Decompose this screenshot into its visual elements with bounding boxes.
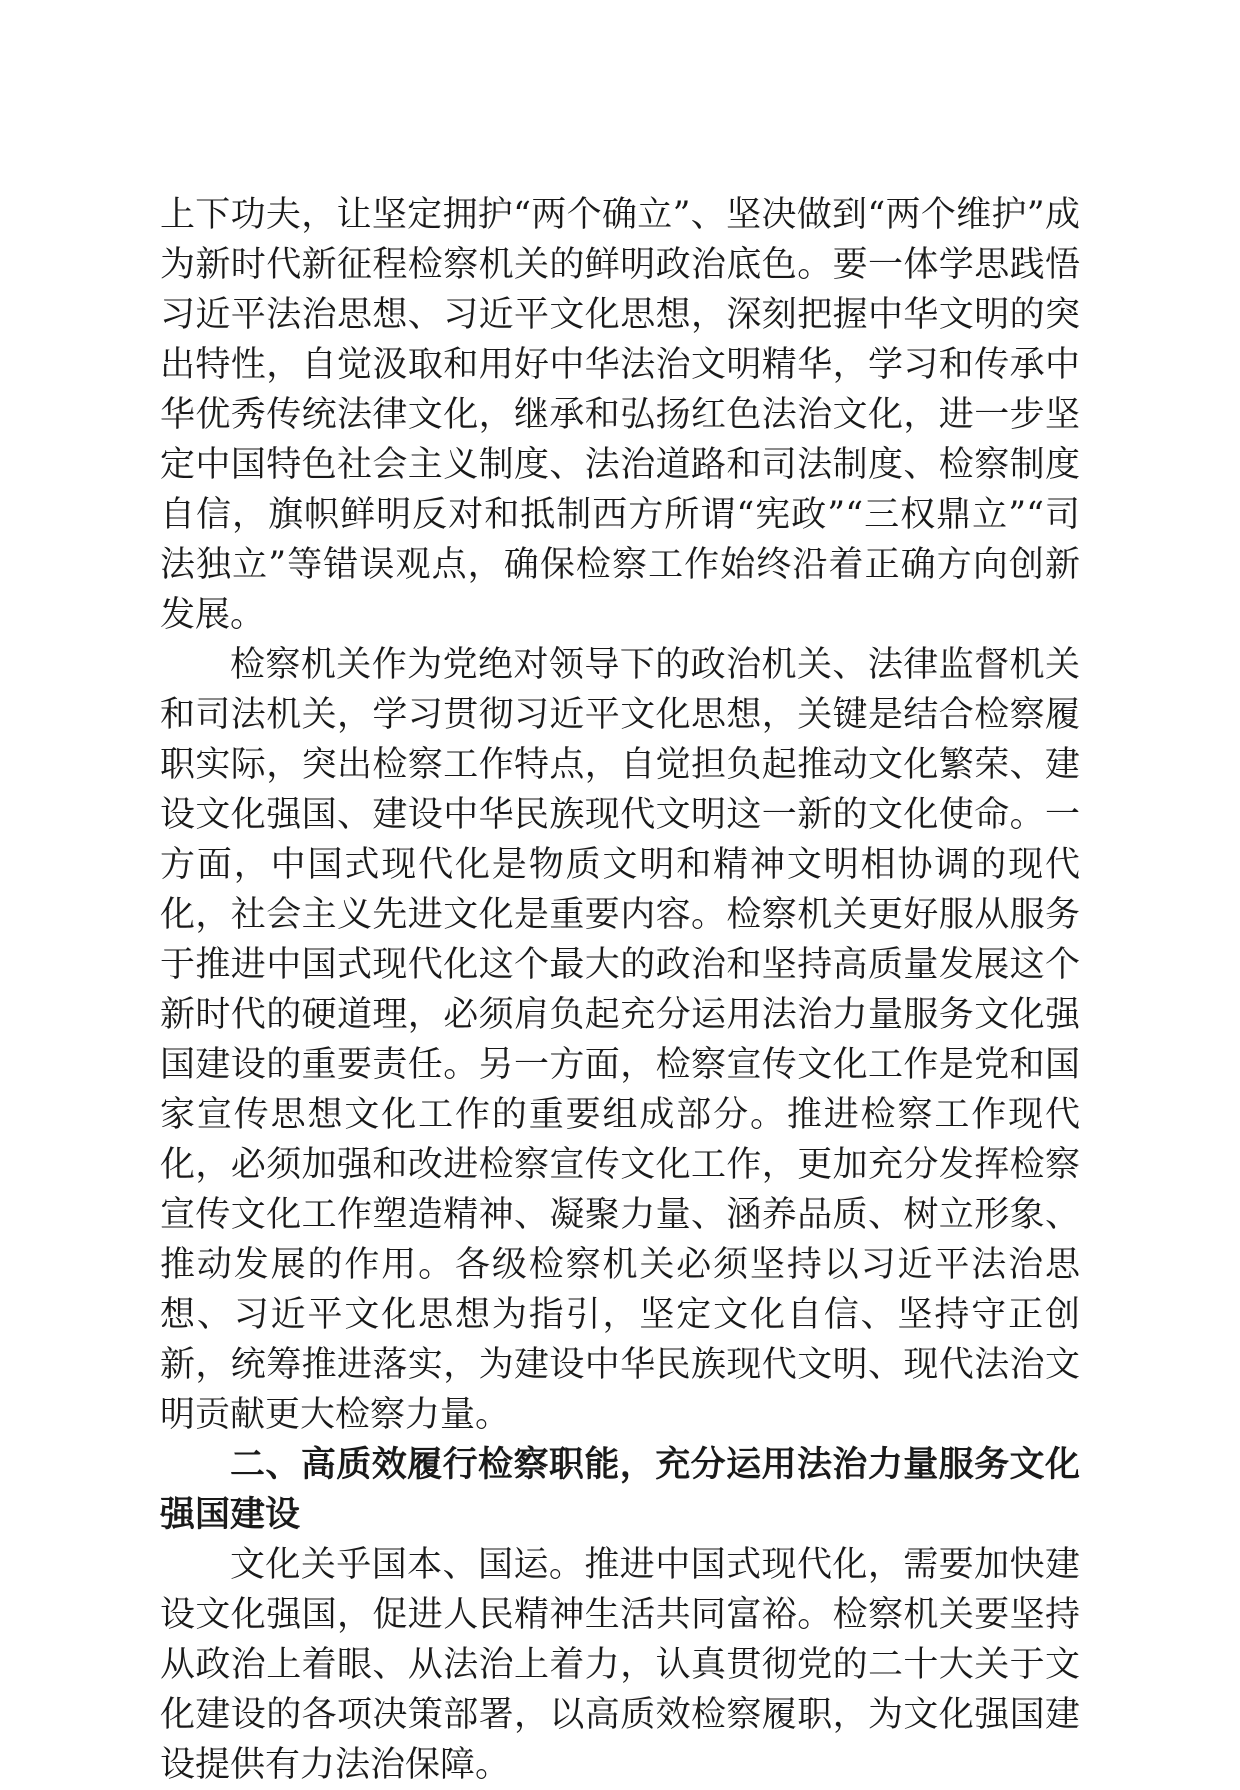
paragraph-continuation: 上下功夫，让坚定拥护“两个确立”、坚决做到“两个维护”成为新时代新征程检察机关的鲜明政治底色。要一体学思践悟习近平法治思想、习近平文化思想，深刻把握中华文明的突出特性，自觉汲取和用好中华法治文明精华，学习和传承中华优秀传统法律文化，继承和弘扬红色法治文化，进一步坚定中国特色社会主义制度、法治道路和司法制度、检察制度自信，旗帜鲜明反对和抵制西方所谓“宪政”“三权鼎立”“司法独立”等错误观点，确保检察工作始终沿着正确方向创新发展。	[160, 195, 1080, 635]
section-heading: 二、高质效履行检察职能，充分运用法治力量服务文化强国建设	[160, 1445, 1080, 1535]
paragraph-procuratorate-mission: 检察机关作为党绝对领导下的政治机关、法律监督机关和司法机关，学习贯彻习近平文化思想，关键是结合检察履职实际，突出检察工作特点，自觉担负起推动文化繁荣、建设文化强国、建设中华民族现代文明这一新的文化使命。一方面，中国式现代化是物质文明和精神文明相协调的现代化，社会主义先进文化是重要内容。检察机关更好服从服务于推进中国式现代化这个最大的政治和坚持高质量发展这个新时代的硬道理，必须肩负起充分运用法治力量服务文化强国建设的重要责任。另一方面，检察宣传文化工作是党和国家宣传思想文化工作的重要组成部分。推进检察工作现代化，必须加强和改进检察宣传文化工作，更加充分发挥检察宣传文化工作塑造精神、凝聚力量、涵养品质、树立形象、推动发展的作用。各级检察机关必须坚持以习近平法治思想、习近平文化思想为指引，坚定文化自信、坚持守正创新，统筹推进落实，为建设中华民族现代文明、现代法治文明贡献更大检察力量。	[160, 645, 1080, 1435]
paragraph-cultural-power: 文化关乎国本、国运。推进中国式现代化，需要加快建设文化强国，促进人民精神生活共同富裕。检察机关要坚持从政治上着眼、从法治上着力，认真贯彻党的二十大关于文化建设的各项决策部署，以高质效检察履职，为文化强国建设提供有力法治保障。	[160, 1545, 1080, 1785]
document-page	[160, 190, 1080, 1790]
